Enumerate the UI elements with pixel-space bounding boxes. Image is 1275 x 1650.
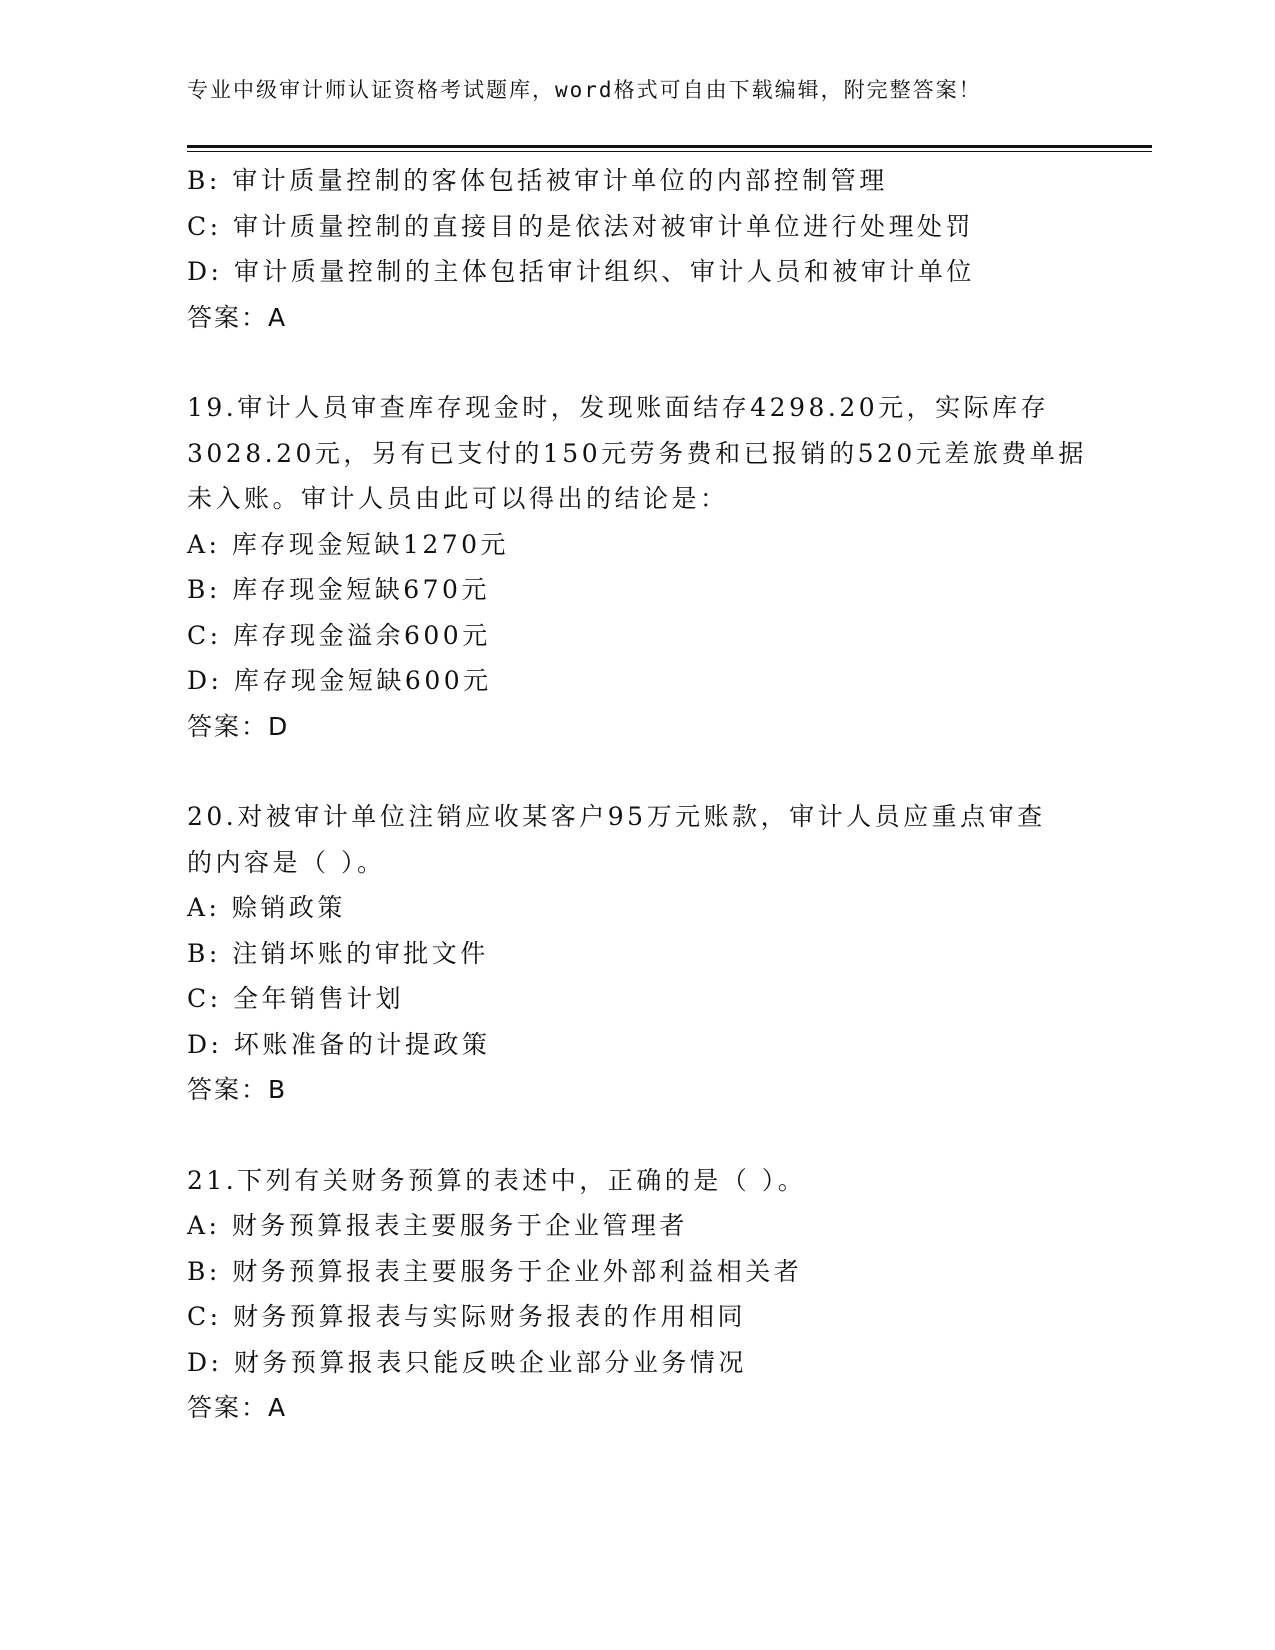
answer: 答案：B <box>187 1075 288 1104</box>
option-c: C: 审计质量控制的直接目的是依法对被审计单位进行处理处罚 <box>187 211 975 241</box>
option-a: A: 财务预算报表主要服务于企业管理者 <box>187 1211 688 1240</box>
question-19 <box>187 385 1107 749</box>
question-stem-line: 的内容是（ ）。 <box>187 847 386 877</box>
option-c: C: 库存现金溢余600元 <box>187 620 491 650</box>
option-c: C: 全年销售计划 <box>187 984 404 1013</box>
option-c: C: 财务预算报表与实际财务报表的作用相同 <box>187 1302 746 1331</box>
option-d: D: 审计质量控制的主体包括审计组织、审计人员和被审计单位 <box>187 257 975 286</box>
option-d: D: 坏账准备的计提政策 <box>187 1029 491 1059</box>
answer: 答案：D <box>187 711 290 741</box>
option-b: B: 财务预算报表主要服务于企业外部利益相关者 <box>187 1256 803 1286</box>
option-a: A: 库存现金短缺1270元 <box>187 529 510 559</box>
question-stem-line: 19.审计人员审查库存现金时，发现账面结存4298.20元，实际库存 <box>187 393 1050 422</box>
question-20 <box>187 794 1107 1113</box>
option-b: B: 审计质量控制的客体包括被审计单位的内部控制管理 <box>187 166 888 195</box>
question-stem-line: 未入账。审计人员由此可以得出的结论是： <box>187 484 729 513</box>
header-rule-thin <box>187 151 1152 152</box>
question-stem-line: 20.对被审计单位注销应收某客户95万元账款，审计人员应重点审查 <box>187 802 1046 831</box>
question-stem-line: 3028.20元，另有已支付的150元劳务费和已报销的520元差旅费单据 <box>187 438 1087 468</box>
answer: 答案：A <box>187 302 288 332</box>
option-d: D: 库存现金短缺600元 <box>187 666 492 695</box>
option-a: A: 赊销政策 <box>187 893 346 922</box>
question-18 <box>187 158 1107 340</box>
question-21 <box>187 1158 1107 1431</box>
answer: 答案：A <box>187 1393 288 1422</box>
spacer <box>187 1113 1107 1158</box>
spacer <box>187 340 1107 385</box>
page-header: 专业中级审计师认证资格考试题库，word格式可自由下载编辑，附完整答案！ <box>187 78 982 102</box>
header-rule-thick <box>187 145 1152 148</box>
option-b: B: 注销坏账的审批文件 <box>187 938 489 968</box>
option-b: B: 库存现金短缺670元 <box>187 575 490 604</box>
spacer <box>187 749 1107 794</box>
option-d: D: 财务预算报表只能反映企业部分业务情况 <box>187 1347 747 1377</box>
question-stem-line: 21.下列有关财务预算的表述中，正确的是（ ）。 <box>187 1165 807 1195</box>
question-list <box>187 158 1107 1431</box>
